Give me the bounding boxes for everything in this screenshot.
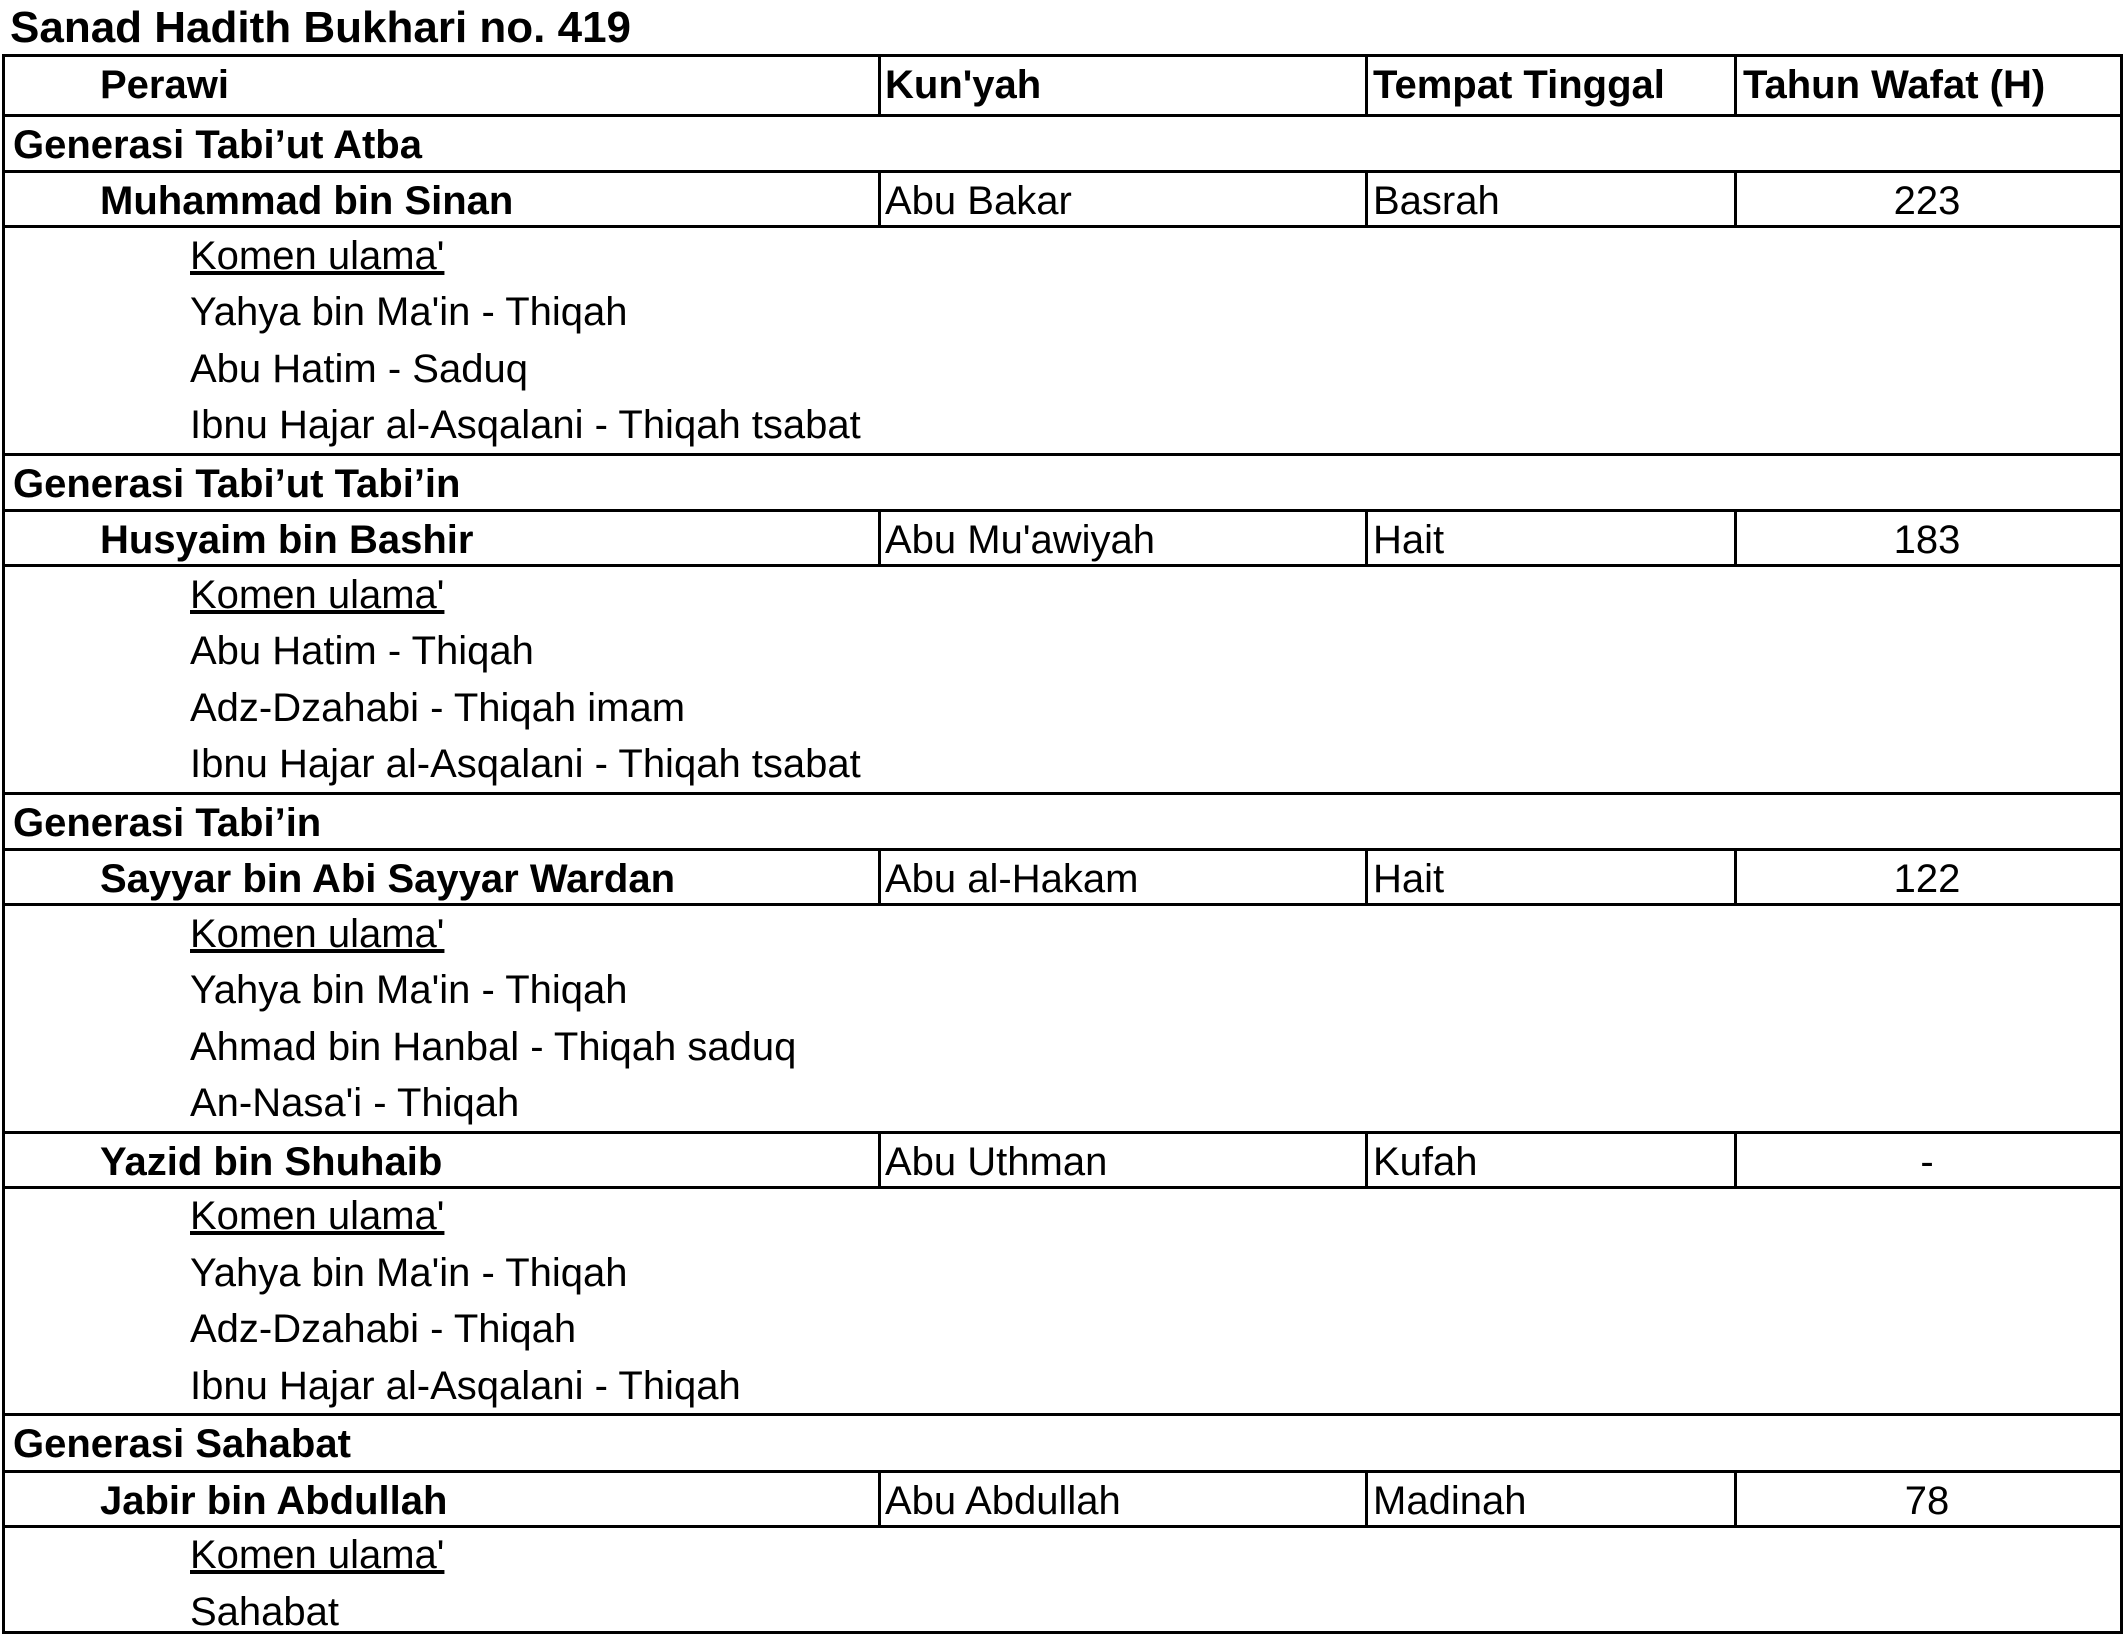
header-kunyah[interactable]: Kun'yah <box>885 57 1365 114</box>
header-row <box>5 57 2120 114</box>
narrator-name[interactable]: Muhammad bin Sinan <box>100 173 870 225</box>
column-divider <box>1365 1473 1368 1525</box>
column-divider <box>1734 57 1737 114</box>
narrator-name[interactable]: Husyaim bin Bashir <box>100 512 870 564</box>
column-divider <box>878 57 881 114</box>
generation-label[interactable]: Generasi Tabi’in <box>13 795 2113 849</box>
scholar-comment[interactable]: Ibnu Hajar al-Asqalani - Thiqah tsabat <box>190 397 861 454</box>
narrator-row <box>5 848 2120 906</box>
comment-heading[interactable]: Komen ulama' <box>190 228 444 285</box>
narrator-row <box>5 509 2120 567</box>
scholar-comment[interactable]: Adz-Dzahabi - Thiqah <box>190 1301 576 1358</box>
column-divider <box>1734 851 1737 903</box>
generation-row <box>5 453 2120 510</box>
sanad-table <box>2 54 2123 1634</box>
header-perawi[interactable]: Perawi <box>100 57 870 114</box>
narrator-death-year[interactable]: 223 <box>1738 173 2116 225</box>
narrator-kunyah[interactable]: Abu Uthman <box>885 1134 1365 1186</box>
column-divider <box>1365 57 1368 114</box>
generation-label[interactable]: Generasi Tabi’ut Tabi’in <box>13 456 2113 510</box>
narrator-name[interactable]: Jabir bin Abdullah <box>100 1473 870 1525</box>
scholar-comment[interactable]: Ibnu Hajar al-Asqalani - Thiqah tsabat <box>190 736 861 793</box>
narrator-name[interactable]: Sayyar bin Abi Sayyar Wardan <box>100 851 870 903</box>
column-divider <box>1734 173 1737 225</box>
scholar-comment[interactable]: An-Nasa'i - Thiqah <box>190 1075 519 1132</box>
column-divider <box>1365 851 1368 903</box>
scholar-comment[interactable]: Abu Hatim - Thiqah <box>190 623 534 680</box>
narrator-death-year[interactable]: - <box>1738 1134 2116 1186</box>
comment-heading[interactable]: Komen ulama' <box>190 1188 444 1245</box>
comment-heading[interactable]: Komen ulama' <box>190 906 444 963</box>
scholar-comment[interactable]: Ahmad bin Hanbal - Thiqah saduq <box>190 1019 796 1076</box>
header-tempat[interactable]: Tempat Tinggal <box>1373 57 1733 114</box>
column-divider <box>1365 1134 1368 1186</box>
column-divider <box>878 1473 881 1525</box>
narrator-kunyah[interactable]: Abu Mu'awiyah <box>885 512 1365 564</box>
comment-heading[interactable]: Komen ulama' <box>190 1527 444 1584</box>
scholar-comment[interactable]: Adz-Dzahabi - Thiqah imam <box>190 680 685 737</box>
generation-label[interactable]: Generasi Sahabat <box>13 1416 2113 1470</box>
header-tahun[interactable]: Tahun Wafat (H) <box>1743 57 2121 114</box>
narrator-residence[interactable]: Kufah <box>1373 1134 1733 1186</box>
narrator-row <box>5 170 2120 228</box>
column-divider <box>1734 512 1737 564</box>
narrator-kunyah[interactable]: Abu Abdullah <box>885 1473 1365 1525</box>
narrator-residence[interactable]: Hait <box>1373 512 1733 564</box>
scholar-comment[interactable]: Yahya bin Ma'in - Thiqah <box>190 1245 628 1302</box>
generation-label[interactable]: Generasi Tabi’ut Atba <box>13 117 2113 171</box>
narrator-row <box>5 1470 2120 1528</box>
scholar-comment[interactable]: Yahya bin Ma'in - Thiqah <box>190 284 628 341</box>
narrator-residence[interactable]: Basrah <box>1373 173 1733 225</box>
page-title: Sanad Hadith Bukhari no. 419 <box>10 0 631 54</box>
narrator-name[interactable]: Yazid bin Shuhaib <box>100 1134 870 1186</box>
narrator-row <box>5 1131 2120 1189</box>
narrator-kunyah[interactable]: Abu al-Hakam <box>885 851 1365 903</box>
column-divider <box>878 173 881 225</box>
generation-row <box>5 792 2120 849</box>
scholar-comment[interactable]: Abu Hatim - Saduq <box>190 341 528 398</box>
column-divider <box>878 851 881 903</box>
scholar-comment[interactable]: Ibnu Hajar al-Asqalani - Thiqah <box>190 1358 741 1415</box>
narrator-residence[interactable]: Madinah <box>1373 1473 1733 1525</box>
narrator-residence[interactable]: Hait <box>1373 851 1733 903</box>
column-divider <box>1365 173 1368 225</box>
column-divider <box>1734 1134 1737 1186</box>
column-divider <box>1365 512 1368 564</box>
generation-row <box>5 1413 2120 1470</box>
narrator-death-year[interactable]: 78 <box>1738 1473 2116 1525</box>
generation-row <box>5 114 2120 171</box>
narrator-death-year[interactable]: 122 <box>1738 851 2116 903</box>
column-divider <box>878 512 881 564</box>
comment-heading[interactable]: Komen ulama' <box>190 567 444 624</box>
narrator-kunyah[interactable]: Abu Bakar <box>885 173 1365 225</box>
narrator-death-year[interactable]: 183 <box>1738 512 2116 564</box>
column-divider <box>878 1134 881 1186</box>
column-divider <box>1734 1473 1737 1525</box>
scholar-comment[interactable]: Yahya bin Ma'in - Thiqah <box>190 962 628 1019</box>
scholar-comment[interactable]: Sahabat <box>190 1584 339 1640</box>
